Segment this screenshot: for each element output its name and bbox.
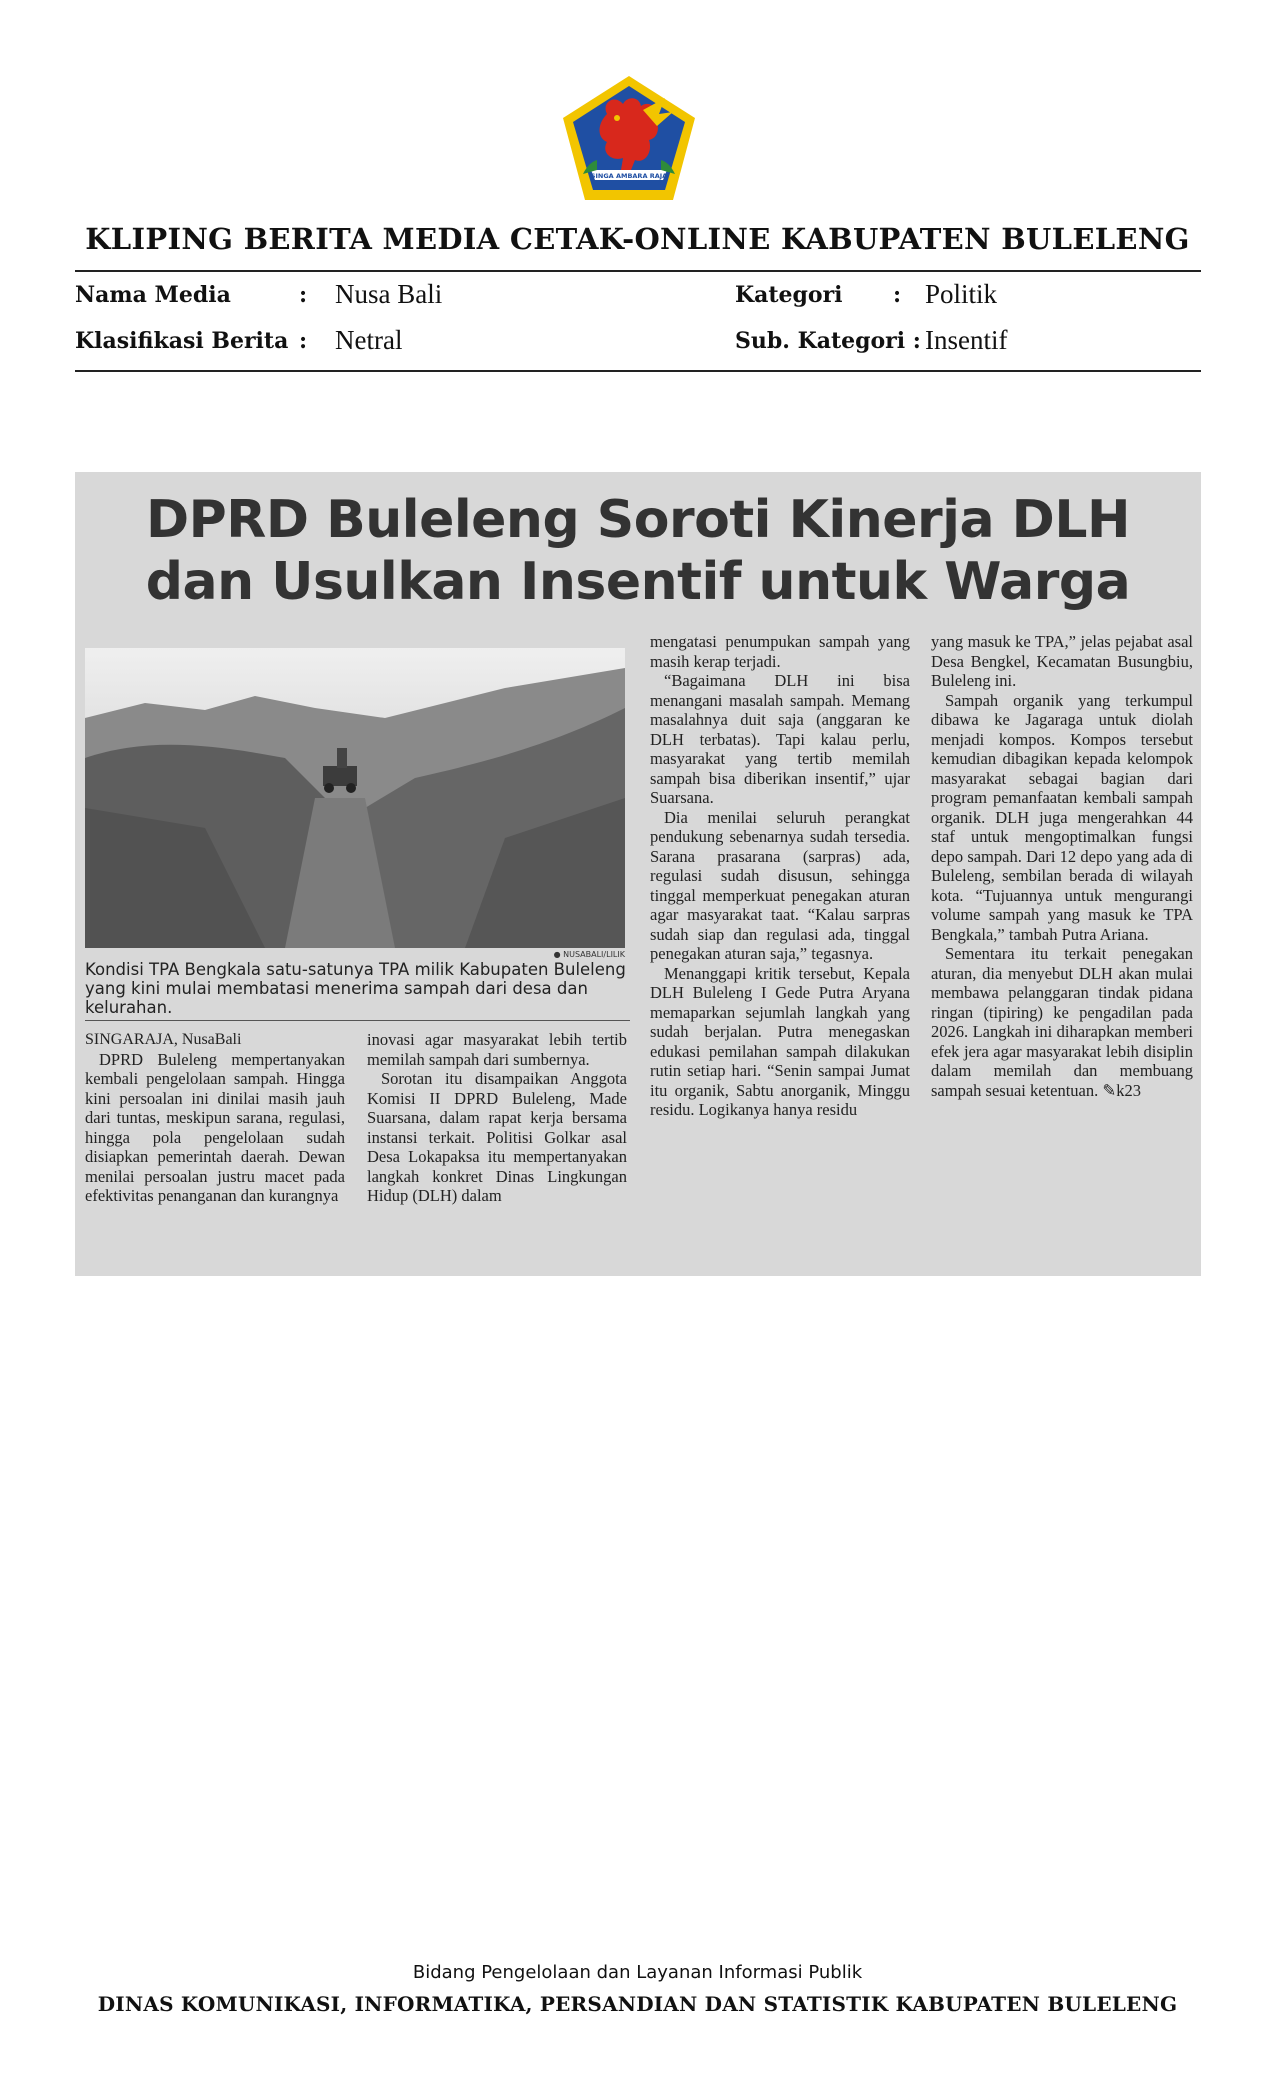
- caption-divider: [85, 1020, 630, 1021]
- media-label: Nama Media: [75, 282, 231, 308]
- kategori-separator: :: [893, 282, 902, 308]
- media-separator: :: [299, 282, 308, 308]
- photo-credit: ● NUSABALI/LILIK: [553, 950, 625, 959]
- article-paragraph: yang masuk ke TPA,” jelas pejabat asal Desa Bengkel, Kecamatan Busungbiu, Buleleng ini.: [931, 632, 1193, 690]
- regency-logo: [561, 74, 697, 202]
- article-paragraph: Sampah organik yang terkumpul dibawa ke Jagaraga untuk diolah menjadi kompos. Kompos tersebut kemudian dibagikan kepada kelompok masyarakat sebagai bagian dari program pemanfaatan kembali sampah organik. DLH juga mengerahkan 44 staf untuk mengoptimalkan fungsi depo sampah. Dari 12 depo yang ada di Buleleng, sembilan berada di wilayah kota. “Tujuannya untuk mengurangi volume sampah yang masuk ke TPA Bengkala,” tambah Putra Ariana.: [931, 690, 1193, 944]
- logo-text: SINGA AMBARA RAJA: [590, 172, 668, 180]
- article-paragraph: Sementara itu terkait penegakan aturan, dia menyebut DLH akan mulai membawa pelanggaran tindak pidana ringan (tipiring) ke pengadilan pada 2026. Langkah ini diharapkan memberi efek jera agar masyarakat lebih disiplin dalam memilah dan membuang sampah sesuai ketentuan. ✎k23: [931, 944, 1193, 1100]
- article-paragraph: DPRD Buleleng mempertanyakan kembali pengelolaan sampah. Hingga kini persoalan ini dinilai masih jauh dari tuntas, meskipun sarana, regulasi, hingga pola pengelolaan sudah disiapkan pemerintah daerah. Dewan menilai persoalan justru macet pada efektivitas penanganan dan kurangnya: [85, 1049, 345, 1205]
- photo-caption: Kondisi TPA Bengkala satu-satunya TPA milik Kabupaten Buleleng yang kini mulai membatasi menerima sampah dari desa dan kelurahan.: [85, 960, 626, 1017]
- document-title: KLIPING BERITA MEDIA CETAK-ONLINE KABUPATEN BULELENG: [85, 222, 1190, 256]
- bottom-divider: [75, 370, 1201, 372]
- headline-line-1: DPRD Buleleng Soroti Kinerja DLH: [146, 490, 1130, 550]
- article-paragraph: inovasi agar masyarakat lebih tertib memilah sampah dari sumbernya.: [367, 1030, 627, 1069]
- article-column-4: [931, 632, 1193, 1100]
- top-divider: [75, 270, 1201, 272]
- subkategori-label: Sub. Kategori :: [735, 328, 921, 354]
- article-paragraph: mengatasi penumpukan sampah yang masih kerap terjadi.: [650, 632, 910, 671]
- footer-division: Bidang Pengelolaan dan Layanan Informasi Publik: [412, 1962, 863, 1983]
- klasifikasi-separator: :: [299, 328, 308, 354]
- kategori-label: Kategori: [735, 282, 843, 308]
- subkategori-value: Insentif: [925, 325, 1008, 355]
- article-paragraph: Sorotan itu disampaikan Anggota Komisi II DPRD Buleleng, Made Suarsana, dalam rapat kerja bersama instansi terkait. Politisi Golkar asal Desa Lokapaksa itu mempertanyakan langkah konkret Dinas Lingkungan Hidup (DLH) dalam: [367, 1069, 627, 1205]
- klasifikasi-value: Netral: [335, 325, 403, 355]
- footer-agency: DINAS KOMUNIKASI, INFORMATIKA, PERSANDIAN DAN STATISTIK KABUPATEN BULELENG: [97, 1992, 1178, 2016]
- headline-line-2: dan Usulkan Insentif untuk Warga: [145, 552, 1131, 612]
- article-paragraph: Dia menilai seluruh perangkat pendukung sebenarnya sudah tersedia. Sarana prasarana (sarpras) ada, regulasi sudah disusun, sehingga tinggal memperkuat penegakan aturan agar masyarakat taat. “Kalau sarpras sudah siap dan regulasi ada, tinggal penegakan aturan saja,” tegasnya.: [650, 807, 910, 963]
- singa-ambara-raja-emblem-icon: [561, 74, 697, 202]
- article-column-1: [85, 1030, 345, 1206]
- meta-row-media: [75, 279, 1201, 318]
- dateline: SINGARAJA, NusaBali: [85, 1031, 242, 1048]
- article-paragraph: Menanggapi kritik tersebut, Kepala DLH Buleleng I Gede Putra Aryana memaparkan sejumlah langkah yang sudah berjalan. Putra menegaskan edukasi pemilahan sampah dilakukan rutin setiap hari. “Senin sampai Jumat itu organik, Sabtu anorganik, Minggu residu. Logikanya hanya residu: [650, 963, 910, 1119]
- landfill-photo: [85, 648, 625, 948]
- news-clipping: [75, 472, 1201, 1276]
- kategori-value: Politik: [925, 279, 998, 309]
- klasifikasi-label: Klasifikasi Berita: [75, 328, 289, 354]
- media-value: Nusa Bali: [335, 279, 443, 309]
- article-column-2: [367, 1030, 627, 1206]
- article-paragraph: “Bagaimana DLH ini bisa menangani masalah sampah. Memang masalahnya duit saja (anggaran ke DLH terbatas). Tapi kalau perlu, masyarakat yang tertib memilah sampah bisa diberikan insentif,” ujar Suarsana.: [650, 671, 910, 807]
- article-column-3: [650, 632, 910, 1120]
- meta-row-klasifikasi: [75, 325, 1201, 364]
